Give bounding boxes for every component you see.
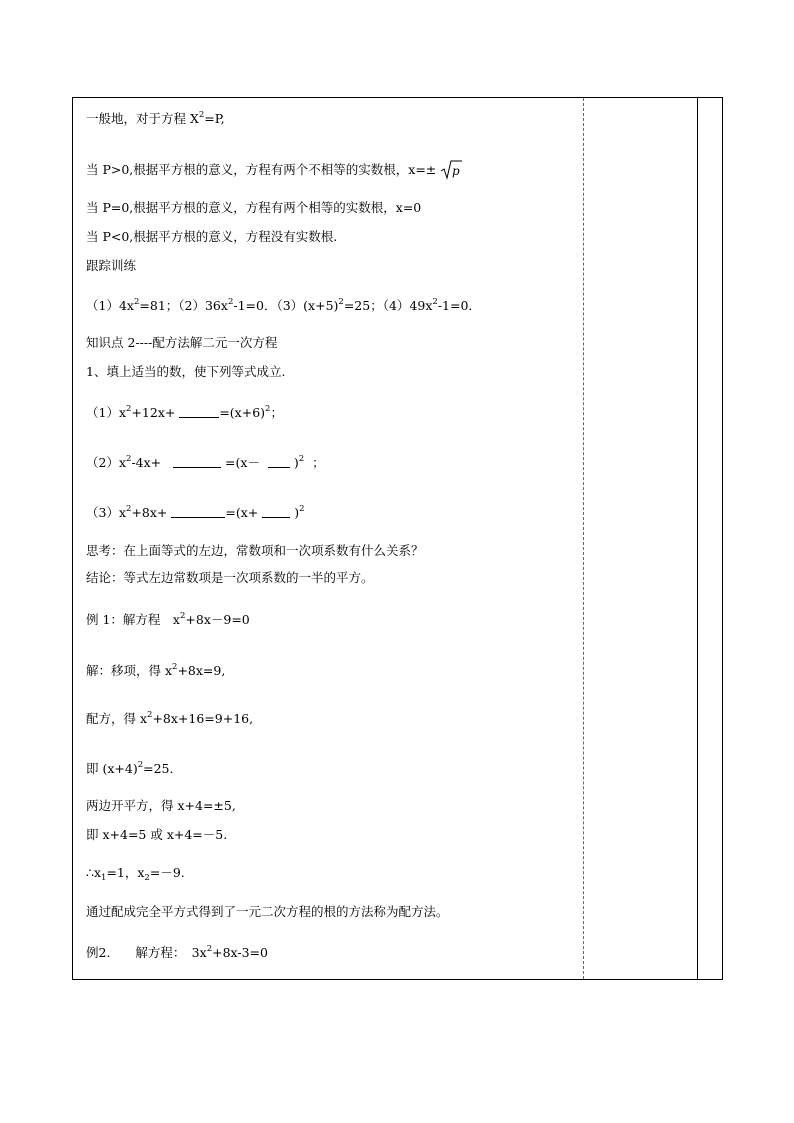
exponent: 2: [432, 297, 438, 307]
practice-title: 跟踪训练: [86, 258, 137, 273]
fill-text: ): [293, 455, 299, 470]
fill-text: （1）x: [86, 405, 127, 420]
case-positive: [86, 160, 462, 184]
knowledge-point-2-title: 知识点 2----配方法解二元一次方程: [86, 335, 278, 350]
fill-text: （2）x: [86, 455, 127, 470]
example-text: 例 1：解方程 x: [86, 612, 180, 627]
practice-1: （1）4x: [86, 298, 134, 313]
exponent: 2: [137, 760, 144, 770]
practice-4: =25；（4）49x: [343, 298, 433, 313]
column-divider: [583, 98, 584, 979]
fill-text: +8x+: [131, 505, 168, 520]
sqrt-symbol: [440, 160, 462, 184]
think-question: 思考：在上面等式的左边，常数项和一次项系数有什么关系？: [86, 543, 424, 558]
fill-text: -4x+: [131, 455, 162, 470]
answer-blank[interactable]: [179, 406, 219, 418]
example-1-step-6: [86, 865, 185, 881]
fill-text: =(x+: [225, 505, 259, 520]
fill-text: （3）x: [86, 505, 127, 520]
fill-text: ): [294, 505, 300, 520]
exponent: 2: [299, 504, 305, 514]
exponent: 2: [338, 297, 344, 307]
step-text: =1，x: [106, 865, 145, 880]
practice-2: =81；（2）36x: [139, 298, 228, 313]
step-text: =－9.: [149, 865, 185, 880]
subscript: 2: [144, 873, 150, 883]
step-text: +8x+16=9+16,: [152, 711, 254, 726]
exponent: 2: [126, 404, 132, 414]
fill-text: +12x+: [131, 405, 176, 420]
content-table: [72, 97, 723, 980]
sqrt-radicand: p: [452, 164, 460, 178]
example-1-title: [86, 612, 250, 628]
step-text: 解：移项，得 x: [86, 663, 173, 678]
intro-line: [86, 111, 225, 127]
exponent: 2: [126, 454, 132, 464]
answer-blank[interactable]: [171, 506, 225, 518]
example-1-step-5: 即 x+4=5 或 x+4=－5.: [86, 827, 228, 842]
exponent: 2: [265, 404, 271, 414]
case-negative: 当 P<0,根据平方根的意义，方程没有实数根.: [86, 229, 338, 244]
exponent: 2: [172, 662, 178, 672]
exponent: 2: [227, 297, 234, 307]
exponent: 2: [298, 454, 305, 464]
case-positive-text: 当 P>0,根据平方根的意义，方程有两个不相等的实数根，x=±: [86, 162, 437, 177]
example-1-step-2: [86, 711, 253, 727]
exponent: 2: [198, 110, 205, 120]
practice-5: -1=0．: [437, 298, 481, 313]
practice-3: -1=0．（3）(x+5): [233, 298, 339, 313]
fill-title: 1、填上适当的数，使下列等式成立.: [86, 364, 286, 379]
column-border: [697, 98, 698, 979]
step-text: 即 (x+4): [86, 761, 138, 776]
fill-line-2: [86, 455, 325, 471]
example-1-step-3: [86, 761, 173, 777]
fill-text: ；: [312, 455, 325, 470]
intro-text: 一般地，对于方程 X: [86, 111, 199, 126]
step-text: ∴x: [86, 865, 102, 880]
practice-line: [86, 298, 481, 314]
intro-tail: =P,: [204, 111, 225, 126]
example-text: 例2. 解方程： 3x: [86, 945, 207, 960]
exponent: 2: [133, 297, 140, 307]
method-definition: 通过配成完全平方式得到了一元二次方程的根的方法称为配方法。: [86, 904, 449, 919]
exponent: 2: [126, 504, 132, 514]
step-text: 配方，得 x: [86, 711, 148, 726]
example-text: +8x－9=0: [185, 612, 250, 627]
example-1-step-1: [86, 663, 225, 679]
answer-blank[interactable]: [268, 456, 290, 468]
exponent: 2: [206, 944, 213, 954]
fill-line-3: [86, 505, 305, 521]
example-1-step-4: 两边开平方，得 x+4=±5,: [86, 798, 236, 813]
exponent: 2: [147, 710, 153, 720]
step-text: =25.: [143, 761, 174, 776]
case-zero: 当 P=0,根据平方根的意义，方程有两个相等的实数根，x=0: [86, 200, 422, 215]
step-text: +8x=9,: [177, 663, 226, 678]
answer-blank[interactable]: [173, 456, 221, 468]
fill-text: =(x+6): [219, 405, 266, 420]
answer-blank[interactable]: [262, 506, 290, 518]
fill-line-1: [86, 405, 283, 421]
example-text: +8x-3=0: [212, 945, 268, 960]
fill-text: =(x－: [225, 455, 260, 470]
conclusion: 结论：等式左边常数项是一次项系数的一半的平方。: [86, 570, 374, 585]
exponent: 2: [179, 611, 186, 621]
subscript: 1: [101, 873, 107, 883]
fill-text: ；: [270, 405, 283, 420]
example-2-title: [86, 945, 268, 961]
